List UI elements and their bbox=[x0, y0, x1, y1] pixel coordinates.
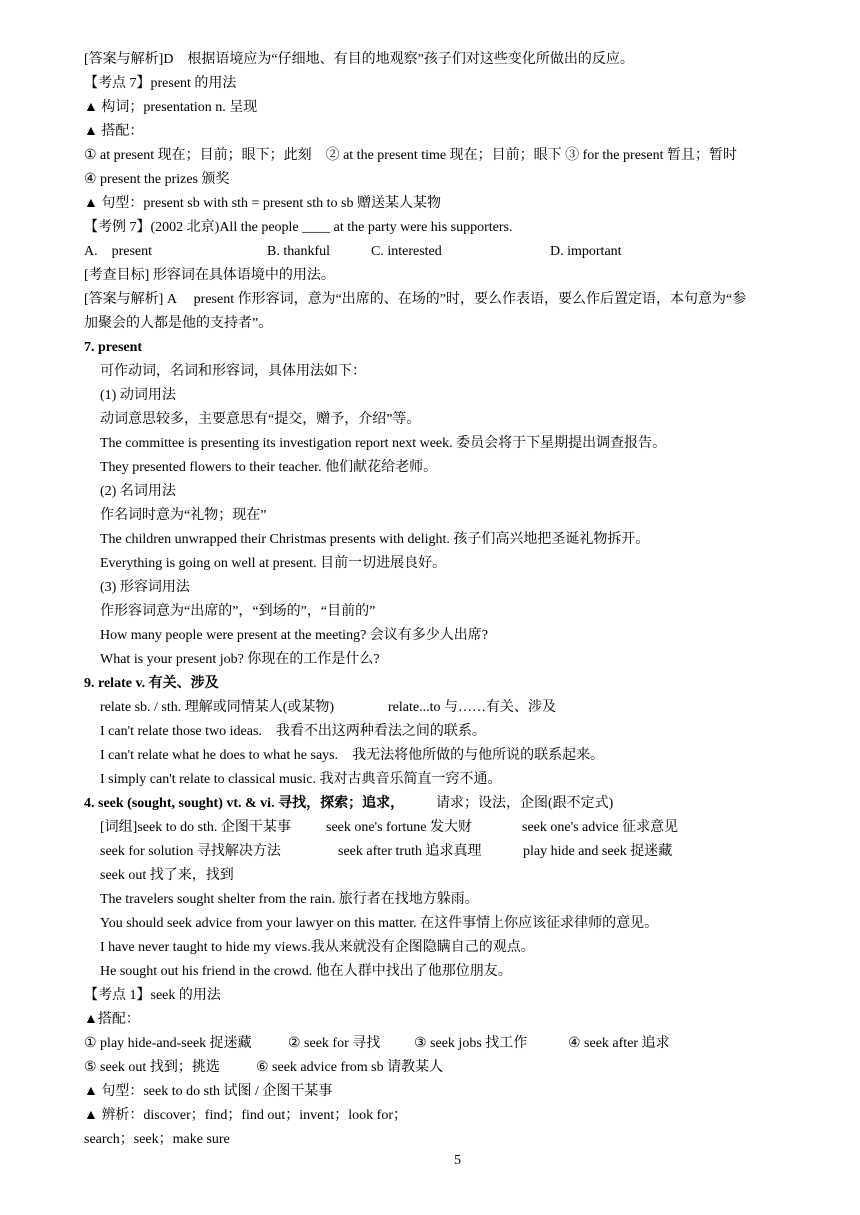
seek-collocation-heading: ▲搭配： bbox=[84, 1012, 140, 1027]
key-point-1-heading: 【考点 1】seek 的用法 bbox=[84, 988, 221, 1003]
seek-discrimination-cont: search；seek；make sure bbox=[84, 1132, 230, 1147]
section-seek-heading bbox=[84, 795, 784, 813]
relate-example-2: I can't relate what he does to what he says. 我无法将他所做的与他所说的联系起来。 bbox=[100, 748, 605, 763]
sentence-pattern: ▲ 句型：present sb with sth = present sth to sb 赠送某人某物 bbox=[84, 196, 441, 211]
seek-phrase: seek for solution 寻找解决方法 bbox=[100, 844, 281, 859]
seek-heading-rest: 请求；设法，企图(跟不定式) bbox=[436, 796, 614, 811]
noun-example-1: The children unwrapped their Christmas presents with delight. 孩子们高兴地把圣诞礼物拆开。 bbox=[100, 532, 650, 547]
collocation-line-1: ① at present 现在；目前；眼下；此刻 ② at the present time 现在；目前；眼下 ③ for the present 暂且；暂时 bbox=[84, 148, 737, 163]
adj-usage-heading: (3) 形容词用法 bbox=[100, 580, 190, 595]
section-present-heading: 7. present bbox=[84, 340, 143, 355]
word-formation: ▲ 构词；presentation n. 呈现 bbox=[84, 100, 258, 115]
answer-analysis-6: [答案与解析]D 根据语境应为“仔细地、有目的地观察”孩子们对这些变化所做出的反应。 bbox=[84, 52, 634, 67]
verb-usage-heading: (1) 动词用法 bbox=[100, 388, 176, 403]
key-point-7-heading: 【考点 7】present 的用法 bbox=[84, 76, 237, 91]
noun-example-2: Everything is going on well at present. 目前一切进展良好。 bbox=[100, 556, 447, 571]
seek-example-1: The travelers sought shelter from the rain. 旅行者在找地方躲雨。 bbox=[100, 892, 479, 907]
answer-analysis-7-cont: 加聚会的人都是他的支持者”。 bbox=[84, 316, 273, 331]
collocation-item: ④ seek after 追求 bbox=[568, 1036, 670, 1051]
seek-collocation-row-1 bbox=[84, 1035, 784, 1053]
seek-phrase: play hide and seek 捉迷藏 bbox=[523, 844, 673, 859]
noun-usage-desc: 作名词时意为“礼物；现在” bbox=[100, 508, 267, 523]
verb-usage-desc: 动词意思较多，主要意思有“提交，赠予，介绍”等。 bbox=[100, 412, 421, 427]
present-intro: 可作动词，名词和形容词，具体用法如下： bbox=[100, 364, 366, 379]
option-d: D. important bbox=[550, 244, 622, 259]
relate-example-3: I simply can't relate to classical music. 我对古典音乐简直一窍不通。 bbox=[100, 772, 502, 787]
relate-phrase-2: relate...to 与……有关、涉及 bbox=[388, 700, 556, 715]
collocation-item: ① play hide-and-seek 捉迷藏 bbox=[84, 1036, 252, 1051]
collocation-item: ② seek for 寻找 bbox=[288, 1036, 381, 1051]
option-c: C. interested bbox=[371, 244, 442, 259]
example-7-question: 【考例 7】(2002 北京)All the people ____ at the party were his supporters. bbox=[84, 220, 513, 235]
collocation-line-2: ④ present the prizes 颁奖 bbox=[84, 172, 230, 187]
option-b: B. thankful bbox=[267, 244, 330, 259]
collocation-heading: ▲ 搭配： bbox=[84, 124, 144, 139]
options-row bbox=[84, 243, 784, 261]
seek-sentence-pattern: ▲ 句型：seek to do sth 试图 / 企图干某事 bbox=[84, 1084, 333, 1099]
seek-collocation-row-2 bbox=[84, 1059, 784, 1077]
relate-example-1: I can't relate those two ideas. 我看不出这两种看法之间的联系。 bbox=[100, 724, 486, 739]
verb-example-2: They presented flowers to their teacher. 他们献花给老师。 bbox=[100, 460, 438, 475]
relate-phrase-1: relate sb. / sth. 理解或同情某人(或某物) bbox=[100, 700, 335, 715]
page-number: 5 bbox=[454, 1153, 461, 1168]
seek-discrimination: ▲ 辨析：discover；find；find out；invent；look for； bbox=[84, 1108, 407, 1123]
collocation-item: ③ seek jobs 找工作 bbox=[414, 1036, 528, 1051]
adj-example-1: How many people were present at the meeting? 会议有多少人出席? bbox=[100, 628, 489, 643]
relate-phrases bbox=[100, 699, 700, 717]
seek-phrase: seek after truth 追求真理 bbox=[338, 844, 482, 859]
verb-example-1: The committee is presenting its investigation report next week. 委员会将于下星期提出调查报告。 bbox=[100, 436, 667, 451]
noun-usage-heading: (2) 名词用法 bbox=[100, 484, 176, 499]
test-objective: [考查目标] 形容词在具体语境中的用法。 bbox=[84, 268, 335, 283]
option-a: A. present bbox=[84, 244, 153, 259]
seek-heading-bold: 4. seek (sought, sought) vt. & vi. 寻找，探索；追求， bbox=[84, 796, 405, 811]
seek-phrases-row-1 bbox=[100, 819, 800, 837]
seek-example-2: You should seek advice from your lawyer on this matter. 在这件事情上你应该征求律师的意见。 bbox=[100, 916, 659, 931]
adj-example-2: What is your present job? 你现在的工作是什么? bbox=[100, 652, 380, 667]
section-relate-heading: 9. relate v. 有关、涉及 bbox=[84, 676, 219, 691]
seek-phrase: [词组]seek to do sth. 企图干某事 bbox=[100, 820, 291, 835]
seek-phrase: seek one's fortune 发大财 bbox=[326, 820, 472, 835]
collocation-item: ⑥ seek advice from sb 请教某人 bbox=[256, 1060, 444, 1075]
adj-usage-desc: 作形容词意为“出席的”，“到场的”，“目前的” bbox=[100, 604, 376, 619]
seek-out-phrase: seek out 找了来，找到 bbox=[100, 868, 234, 883]
seek-phrase: seek one's advice 征求意见 bbox=[522, 820, 679, 835]
collocation-item: ⑤ seek out 找到；挑选 bbox=[84, 1060, 220, 1075]
seek-example-4: He sought out his friend in the crowd. 他在人群中找出了他那位朋友。 bbox=[100, 964, 512, 979]
answer-analysis-7: [答案与解析] A present 作形容词，意为“出席的、在场的”时，要么作表语，要么作后置定语，本句意为“参 bbox=[84, 292, 747, 307]
seek-example-3: I have never taught to hide my views.我从来就没有企图隐瞒自己的观点。 bbox=[100, 940, 535, 955]
seek-phrases-row-2 bbox=[100, 843, 800, 861]
